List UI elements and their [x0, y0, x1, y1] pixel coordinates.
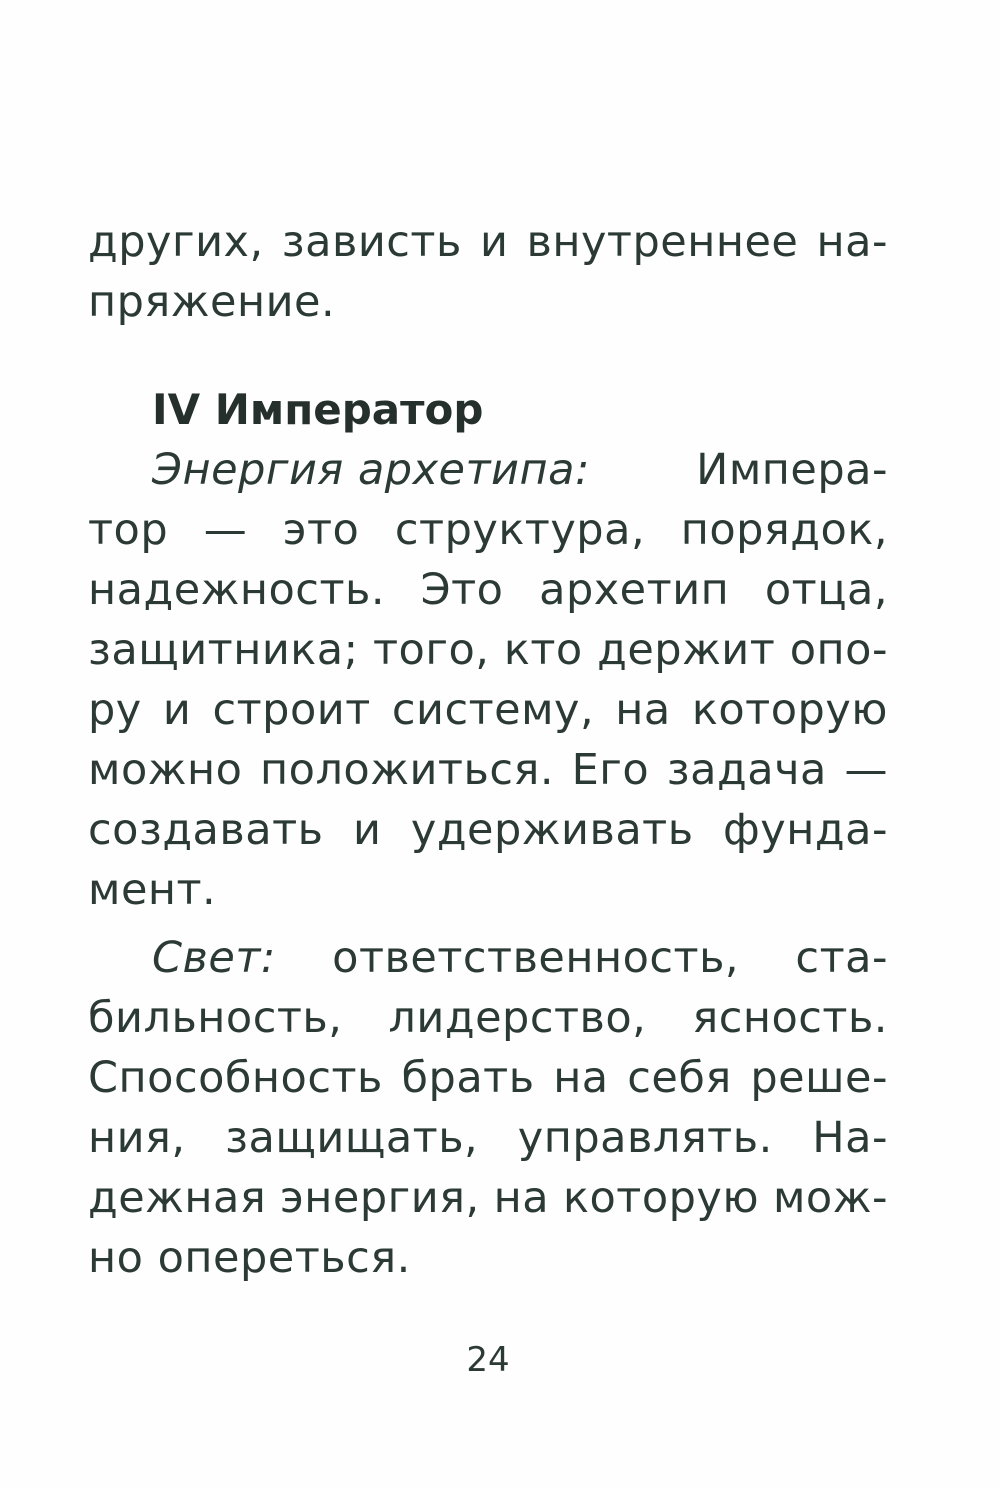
word: зависть [281, 217, 462, 267]
word: которую [691, 685, 888, 735]
word: защитника; [88, 625, 359, 675]
word: на [615, 685, 671, 735]
word: и [162, 685, 192, 735]
text-line [88, 1108, 888, 1168]
word: опо- [789, 625, 888, 675]
word: мож- [772, 1173, 888, 1223]
word: реше- [750, 1053, 888, 1103]
text-line: пряжение. [88, 277, 336, 327]
word: Его [571, 745, 650, 795]
word: кто [503, 625, 583, 675]
paragraph-light [88, 928, 888, 1288]
section-heading: IV Император [152, 385, 484, 434]
word: ответственность, [332, 933, 740, 983]
word: которую [563, 1173, 760, 1223]
text-line [88, 680, 888, 740]
word: ясность. [692, 993, 888, 1043]
text-line: мент. [88, 865, 217, 915]
word: удерживать [410, 805, 694, 855]
word: систему, [391, 685, 595, 735]
text-line [88, 1168, 888, 1228]
word: Это [420, 565, 504, 615]
text-line [88, 212, 888, 272]
word: других, [88, 217, 264, 267]
word: ния, [88, 1113, 186, 1163]
word: отца, [764, 565, 888, 615]
word: ру [88, 685, 142, 735]
text-line [88, 500, 888, 560]
word: защищать, [225, 1113, 479, 1163]
word: бильность, [88, 993, 343, 1043]
text-line [88, 440, 888, 500]
word: и [479, 217, 509, 267]
word: себя [627, 1053, 732, 1103]
continuation-paragraph [88, 212, 888, 332]
word: брать [401, 1053, 535, 1103]
word: порядок, [680, 505, 888, 555]
paragraph-energy [88, 440, 888, 920]
word: Импера- [696, 445, 888, 495]
word: положиться. [260, 745, 554, 795]
text-line [88, 988, 888, 1048]
word: тор [88, 505, 169, 555]
word: и [352, 805, 382, 855]
word: ста- [795, 933, 888, 983]
word: держит [597, 625, 776, 675]
word: лидерство, [388, 993, 647, 1043]
word: того, [373, 625, 490, 675]
word: можно [88, 745, 243, 795]
text-line [88, 1048, 888, 1108]
text-line [88, 928, 888, 988]
word: энергия, [280, 1173, 480, 1223]
word: Способность [88, 1053, 383, 1103]
word: — [844, 745, 888, 795]
word: внутреннее [526, 217, 799, 267]
word: задача [666, 745, 827, 795]
word: на- [816, 217, 888, 267]
word: строит [212, 685, 371, 735]
word: дежная [88, 1173, 267, 1223]
word: фунда- [723, 805, 888, 855]
text-line [88, 800, 888, 860]
word: архетип [539, 565, 730, 615]
word: надежность. [88, 565, 386, 615]
word: — [203, 505, 248, 555]
word: На- [812, 1113, 888, 1163]
word: структура, [394, 505, 646, 555]
word: на [553, 1053, 609, 1103]
text-line [88, 620, 888, 680]
paragraph-lead: Свет: [152, 933, 276, 983]
text-line [88, 560, 888, 620]
word: управлять. [517, 1113, 773, 1163]
word: создавать [88, 805, 324, 855]
word: на [493, 1173, 550, 1223]
text-line [88, 740, 888, 800]
word: это [282, 505, 360, 555]
page-number: 24 [466, 1340, 510, 1380]
paragraph-lead: Энергия архетипа: [152, 445, 590, 495]
text-line: но опереться. [88, 1233, 411, 1283]
